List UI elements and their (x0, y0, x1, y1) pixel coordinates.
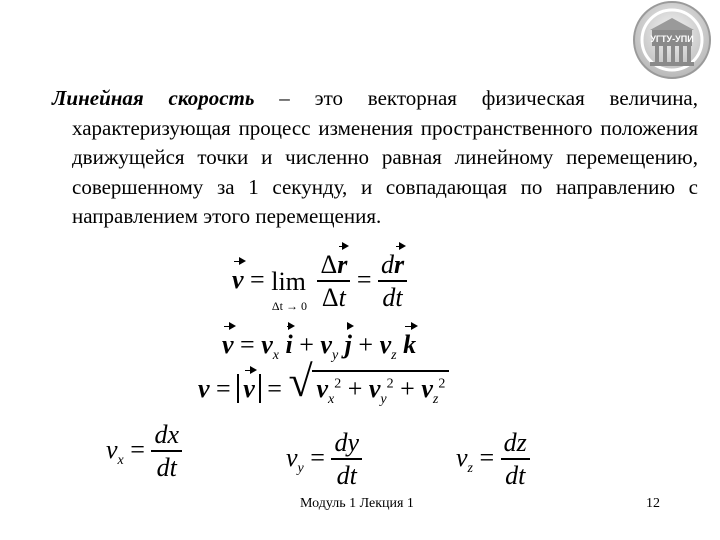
university-logo-icon (630, 0, 714, 84)
formula-velocity-magnitude: v = v = √ $v_x^2 + v_y^2 + v_z^2$ (198, 370, 449, 408)
formula-vz: $v_z$ = $\frac{dz}{dt}$ (456, 428, 530, 492)
formula-vx: $v_x$ = $\frac{dx}{dt}$ (106, 420, 182, 484)
svg-text:УГТУ-УПИ: УГТУ-УПИ (650, 34, 694, 44)
lim-subscript: Δt → 0 (271, 298, 307, 313)
page-number: 12 (646, 496, 660, 511)
definition-text: – это векторная физическая величина, характеризующая процесс изменения пространственного положения движущейся точки и численно равная линейному перемещению, совершенному за 1 секунду, и совпадающая по направлению с направлением этого перемещения. (72, 86, 698, 228)
term-linear-velocity: Линейная скорость (52, 86, 255, 110)
formula-velocity-components: $v = v_x$ $i + v_y$ $j + v_z$ k (222, 330, 417, 364)
formula-vy: $v_y$ = $\frac{dy}{dt}$ (286, 428, 362, 492)
definition-paragraph (52, 84, 698, 232)
formula-velocity-limit: v = limΔt → 0 $\frac{\Delta r}{\Delta t}$ = $\frac{dr}{dt}$ (232, 250, 407, 314)
footer-module-label: Модуль 1 Лекция 1 (300, 496, 414, 511)
